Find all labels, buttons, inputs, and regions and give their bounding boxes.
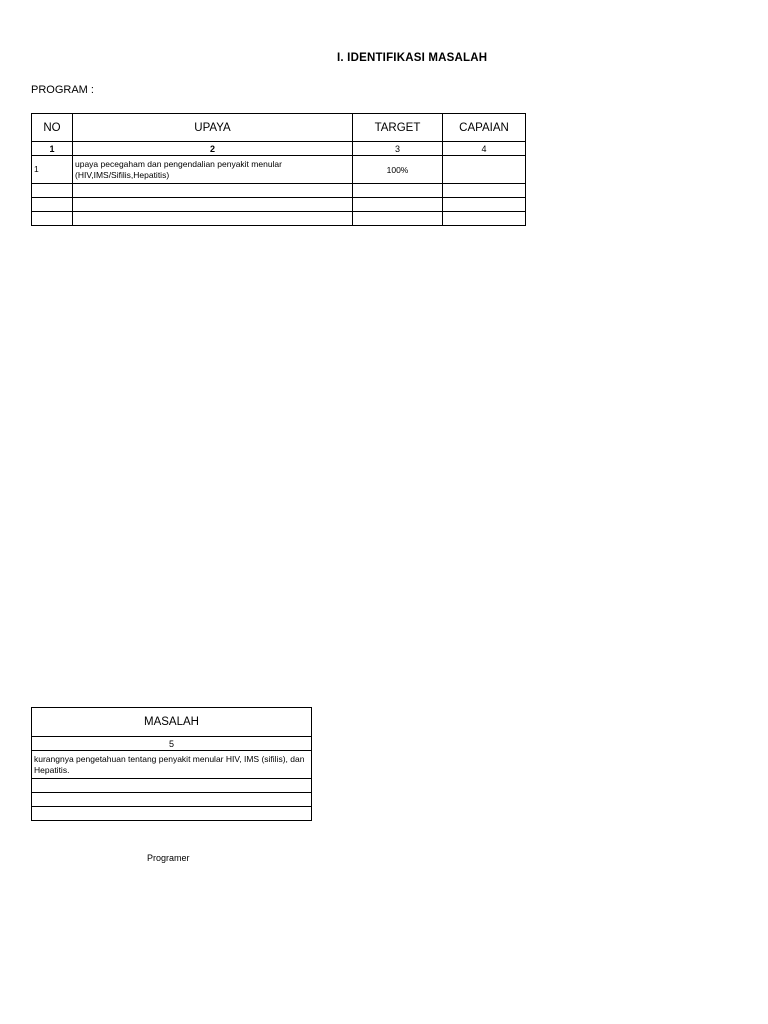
header-upaya: UPAYA [73,114,353,142]
upaya-table [31,113,526,226]
masalah-table [31,707,312,821]
table-row-empty [32,807,312,821]
upaya-column-number-row [32,142,526,156]
header-no: NO [32,114,73,142]
colnum-3: 3 [353,142,443,156]
cell-capaian [443,156,526,184]
cell-no: 1 [32,156,73,184]
header-target: TARGET [353,114,443,142]
cell-upaya: upaya pecegaham dan pengendalian penyakit menular (HIV,IMS/Sifilis,Hepatitis) [73,156,353,184]
table-row [32,751,312,779]
cell-target: 100% [353,156,443,184]
program-label: PROGRAM : [31,84,94,96]
signature-label: Programer [147,853,190,863]
table-row-empty [32,212,526,226]
colnum-2: 2 [73,142,353,156]
masalah-column-number-row [32,737,312,751]
colnum-4: 4 [443,142,526,156]
page-title: I. IDENTIFIKASI MASALAH [337,52,488,64]
table-row-empty [32,779,312,793]
cell-masalah: kurangnya pengetahuan tentang penyakit menular HIV, IMS (sifilis), dan Hepatitis. [32,751,312,779]
colnum-5: 5 [32,737,312,751]
table-row-empty [32,198,526,212]
table-row [32,156,526,184]
table-row-empty [32,184,526,198]
colnum-1: 1 [32,142,73,156]
masalah-header-row [32,708,312,737]
table-row-empty [32,793,312,807]
header-capaian: CAPAIAN [443,114,526,142]
header-masalah: MASALAH [32,708,312,737]
upaya-header-row [32,114,526,142]
